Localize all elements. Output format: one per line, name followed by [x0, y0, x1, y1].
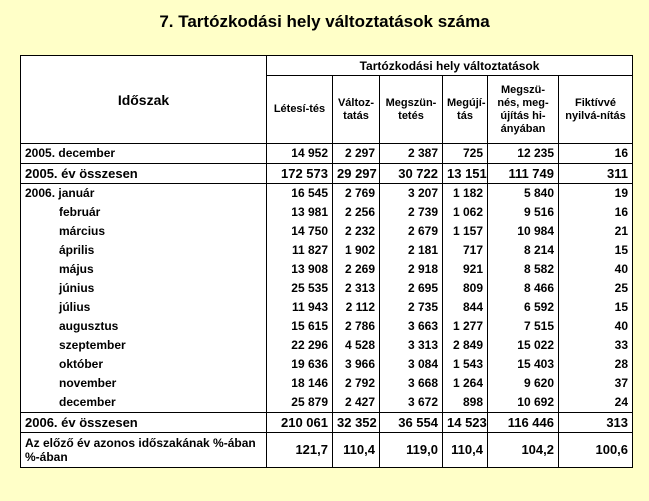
row-value: 2 297	[333, 144, 380, 164]
table-row	[21, 164, 633, 184]
row-value: 110,4	[333, 433, 380, 468]
row-value: 3 672	[380, 393, 443, 413]
row-value: 2 679	[380, 222, 443, 241]
row-label: 2006. január	[21, 184, 267, 204]
row-value: 15 022	[488, 336, 559, 355]
row-value: 8 582	[488, 260, 559, 279]
row-value: 33	[559, 336, 633, 355]
row-value: 313	[559, 413, 633, 433]
table-row	[21, 433, 633, 468]
row-value: 898	[443, 393, 488, 413]
row-label: augusztus	[21, 317, 267, 336]
col-header-valtoztatas: Változ-tatás	[333, 76, 380, 144]
row-label: május	[21, 260, 267, 279]
row-value: 29 297	[333, 164, 380, 184]
row-value: 14 750	[267, 222, 333, 241]
row-value: 15	[559, 298, 633, 317]
row-value: 1 277	[443, 317, 488, 336]
row-value: 172 573	[267, 164, 333, 184]
row-value: 110,4	[443, 433, 488, 468]
table-row	[21, 336, 633, 355]
row-label: július	[21, 298, 267, 317]
row-value: 2 695	[380, 279, 443, 298]
row-label: szeptember	[21, 336, 267, 355]
row-value: 210 061	[267, 413, 333, 433]
row-value: 13 981	[267, 203, 333, 222]
row-value: 1 543	[443, 355, 488, 374]
table-row	[21, 203, 633, 222]
row-value: 14 952	[267, 144, 333, 164]
table-body	[21, 144, 633, 468]
col-header-letesites: Létesí-tés	[267, 76, 333, 144]
table-row	[21, 355, 633, 374]
row-value: 116 446	[488, 413, 559, 433]
row-value: 16	[559, 144, 633, 164]
col-header-megszuntetes: Megszün-tetés	[380, 76, 443, 144]
row-value: 2 112	[333, 298, 380, 317]
row-value: 1 157	[443, 222, 488, 241]
row-label: február	[21, 203, 267, 222]
row-value: 12 235	[488, 144, 559, 164]
row-value: 2 849	[443, 336, 488, 355]
row-value: 2 739	[380, 203, 443, 222]
row-value: 15 615	[267, 317, 333, 336]
row-value: 1 182	[443, 184, 488, 204]
row-value: 2 735	[380, 298, 443, 317]
group-header: Tartózkodási hely változtatások	[267, 56, 633, 76]
row-value: 2 256	[333, 203, 380, 222]
row-value: 16	[559, 203, 633, 222]
row-value: 21	[559, 222, 633, 241]
row-label: november	[21, 374, 267, 393]
row-value: 725	[443, 144, 488, 164]
col-header-megszunes: Megszü-nés, meg-újítás hi-ányában	[488, 76, 559, 144]
row-value: 10 984	[488, 222, 559, 241]
row-value: 8 214	[488, 241, 559, 260]
row-value: 10 692	[488, 393, 559, 413]
row-value: 16 545	[267, 184, 333, 204]
row-label: 2006. év összesen	[21, 413, 267, 433]
row-value: 9 516	[488, 203, 559, 222]
row-value: 4 528	[333, 336, 380, 355]
row-value: 3 668	[380, 374, 443, 393]
row-value: 2 786	[333, 317, 380, 336]
page-title: 7. Tartózkodási hely változtatások száma	[159, 12, 490, 31]
row-value: 3 084	[380, 355, 443, 374]
table-row	[21, 393, 633, 413]
col-header-megujitas: Megújí-tás	[443, 76, 488, 144]
table-row	[21, 413, 633, 433]
row-value: 11 943	[267, 298, 333, 317]
row-value: 25 879	[267, 393, 333, 413]
row-value: 717	[443, 241, 488, 260]
table-row	[21, 317, 633, 336]
row-value: 2 387	[380, 144, 443, 164]
row-value: 15	[559, 241, 633, 260]
row-value: 3 207	[380, 184, 443, 204]
table-row	[21, 260, 633, 279]
row-label: október	[21, 355, 267, 374]
row-value: 100,6	[559, 433, 633, 468]
row-label: 2005. év összesen	[21, 164, 267, 184]
row-value: 3 313	[380, 336, 443, 355]
row-value: 2 181	[380, 241, 443, 260]
row-value: 7 515	[488, 317, 559, 336]
row-value: 32 352	[333, 413, 380, 433]
table-row	[21, 298, 633, 317]
row-value: 809	[443, 279, 488, 298]
row-value: 30 722	[380, 164, 443, 184]
row-value: 8 466	[488, 279, 559, 298]
row-value: 119,0	[380, 433, 443, 468]
table-row	[21, 374, 633, 393]
row-value: 25	[559, 279, 633, 298]
row-value: 1 264	[443, 374, 488, 393]
row-value: 19	[559, 184, 633, 204]
row-value: 921	[443, 260, 488, 279]
row-value: 3 663	[380, 317, 443, 336]
row-label: április	[21, 241, 267, 260]
row-value: 1 902	[333, 241, 380, 260]
row-value: 36 554	[380, 413, 443, 433]
row-value: 2 313	[333, 279, 380, 298]
row-value: 5 840	[488, 184, 559, 204]
row-value: 28	[559, 355, 633, 374]
row-value: 18 146	[267, 374, 333, 393]
period-header: Időszak	[21, 56, 267, 144]
row-value: 14 523	[443, 413, 488, 433]
row-value: 37	[559, 374, 633, 393]
row-value: 25 535	[267, 279, 333, 298]
row-value: 22 296	[267, 336, 333, 355]
row-value: 15 403	[488, 355, 559, 374]
table-row	[21, 241, 633, 260]
row-value: 13 908	[267, 260, 333, 279]
row-label: december	[21, 393, 267, 413]
table-row	[21, 222, 633, 241]
row-value: 104,2	[488, 433, 559, 468]
row-value: 13 151	[443, 164, 488, 184]
row-value: 311	[559, 164, 633, 184]
row-value: 11 827	[267, 241, 333, 260]
row-value: 2 769	[333, 184, 380, 204]
row-label: június	[21, 279, 267, 298]
table-row	[21, 279, 633, 298]
row-value: 1 062	[443, 203, 488, 222]
row-value: 9 620	[488, 374, 559, 393]
row-value: 2 232	[333, 222, 380, 241]
row-value: 24	[559, 393, 633, 413]
row-value: 3 966	[333, 355, 380, 374]
table-row	[21, 184, 633, 204]
row-value: 2 269	[333, 260, 380, 279]
row-value: 6 592	[488, 298, 559, 317]
row-value: 844	[443, 298, 488, 317]
row-value: 2 427	[333, 393, 380, 413]
row-label: 2005. december	[21, 144, 267, 164]
row-value: 121,7	[267, 433, 333, 468]
row-value: 40	[559, 260, 633, 279]
col-header-fiktivve: Fiktívvé nyilvá-nítás	[559, 76, 633, 144]
row-value: 111 749	[488, 164, 559, 184]
row-value: 2 918	[380, 260, 443, 279]
table-row	[21, 144, 633, 164]
row-value: 2 792	[333, 374, 380, 393]
row-label: március	[21, 222, 267, 241]
statistics-table	[20, 55, 633, 468]
row-label: Az előző év azonos időszakának %-ában %-ában	[21, 433, 267, 468]
row-value: 40	[559, 317, 633, 336]
row-value: 19 636	[267, 355, 333, 374]
